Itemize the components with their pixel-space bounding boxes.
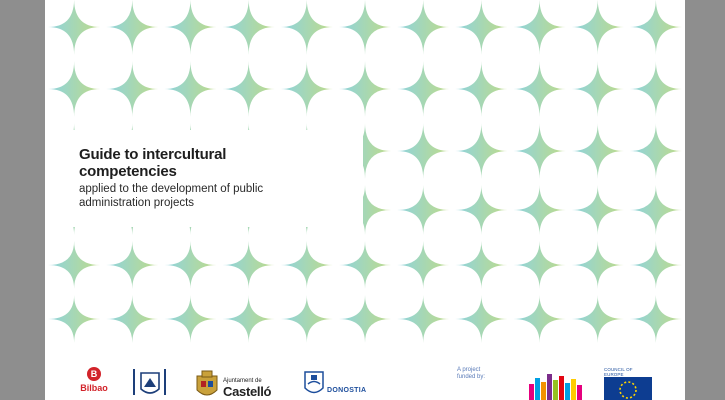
tenerife-logo [133,365,167,399]
pattern-tile [223,295,275,343]
pattern-tile [397,185,449,235]
bilbao-icon [87,367,101,381]
pattern-tile [513,0,565,55]
pattern-tile [281,61,333,117]
pattern-tile [106,295,158,343]
pattern-tile [572,123,624,179]
donostia-crest-icon [303,370,325,398]
pattern-tile [281,241,333,289]
castello-logo: Ajuntament de Castelló [195,370,275,400]
pattern-tile [106,241,158,289]
pattern-tile [48,295,100,343]
pattern-tile [513,123,565,179]
document-title: Guide to intercultural competencies [79,146,227,180]
pattern-tile [513,61,565,117]
pattern-tile [223,61,275,117]
pattern-tile [513,295,565,343]
partner-logos [45,345,685,400]
pattern-tile [48,0,100,55]
pattern-tile [455,185,507,235]
pattern-tile [339,241,391,289]
pattern-tile [630,295,682,343]
pattern-tile [223,241,275,289]
pattern-tile [106,61,158,117]
pattern-tile [455,241,507,289]
pattern-tile [397,0,449,55]
pattern-tile [164,0,216,55]
pattern-tile [455,61,507,117]
pattern-tile [572,241,624,289]
intercultural-cities-logo [527,370,583,400]
pattern-tile [339,61,391,117]
pattern-tile [397,295,449,343]
pattern-tile [339,0,391,55]
pattern-tile [630,185,682,235]
pattern-tile [164,241,216,289]
pattern-tile [455,295,507,343]
pattern-tile [397,123,449,179]
pattern-tile [572,185,624,235]
pattern-tile [164,295,216,343]
pattern-tile [106,0,158,55]
pattern-tile [455,123,507,179]
pattern-tile [397,61,449,117]
council-of-europe-logo: COUNCIL OF EUROPE [604,367,652,400]
pattern-tile [164,61,216,117]
pattern-tile [572,295,624,343]
donostia-logo: DONOSTIA [303,370,373,400]
pattern-tile [281,0,333,55]
pattern-tile [48,61,100,117]
pattern-tile [630,61,682,117]
bilbao-logo: B Bilbao [79,367,109,393]
document-cover [45,0,685,400]
pattern-tile [630,123,682,179]
funding-note: A project funded by: [457,367,486,380]
pattern-tile [513,185,565,235]
pattern-tile [572,61,624,117]
pattern-tile [630,241,682,289]
castello-crest-icon [195,370,219,400]
pattern-tile [630,0,682,55]
eu-stars-icon [604,377,652,400]
document-subtitle: applied to the development of public administration projects [79,183,264,209]
pattern-tile [339,295,391,343]
pattern-tile [397,241,449,289]
pattern-tile [223,0,275,55]
pattern-tile [513,241,565,289]
title-block [45,130,363,227]
pattern-tile [281,295,333,343]
pattern-tile [455,0,507,55]
pattern-tile [48,241,100,289]
pattern-tile [572,0,624,55]
